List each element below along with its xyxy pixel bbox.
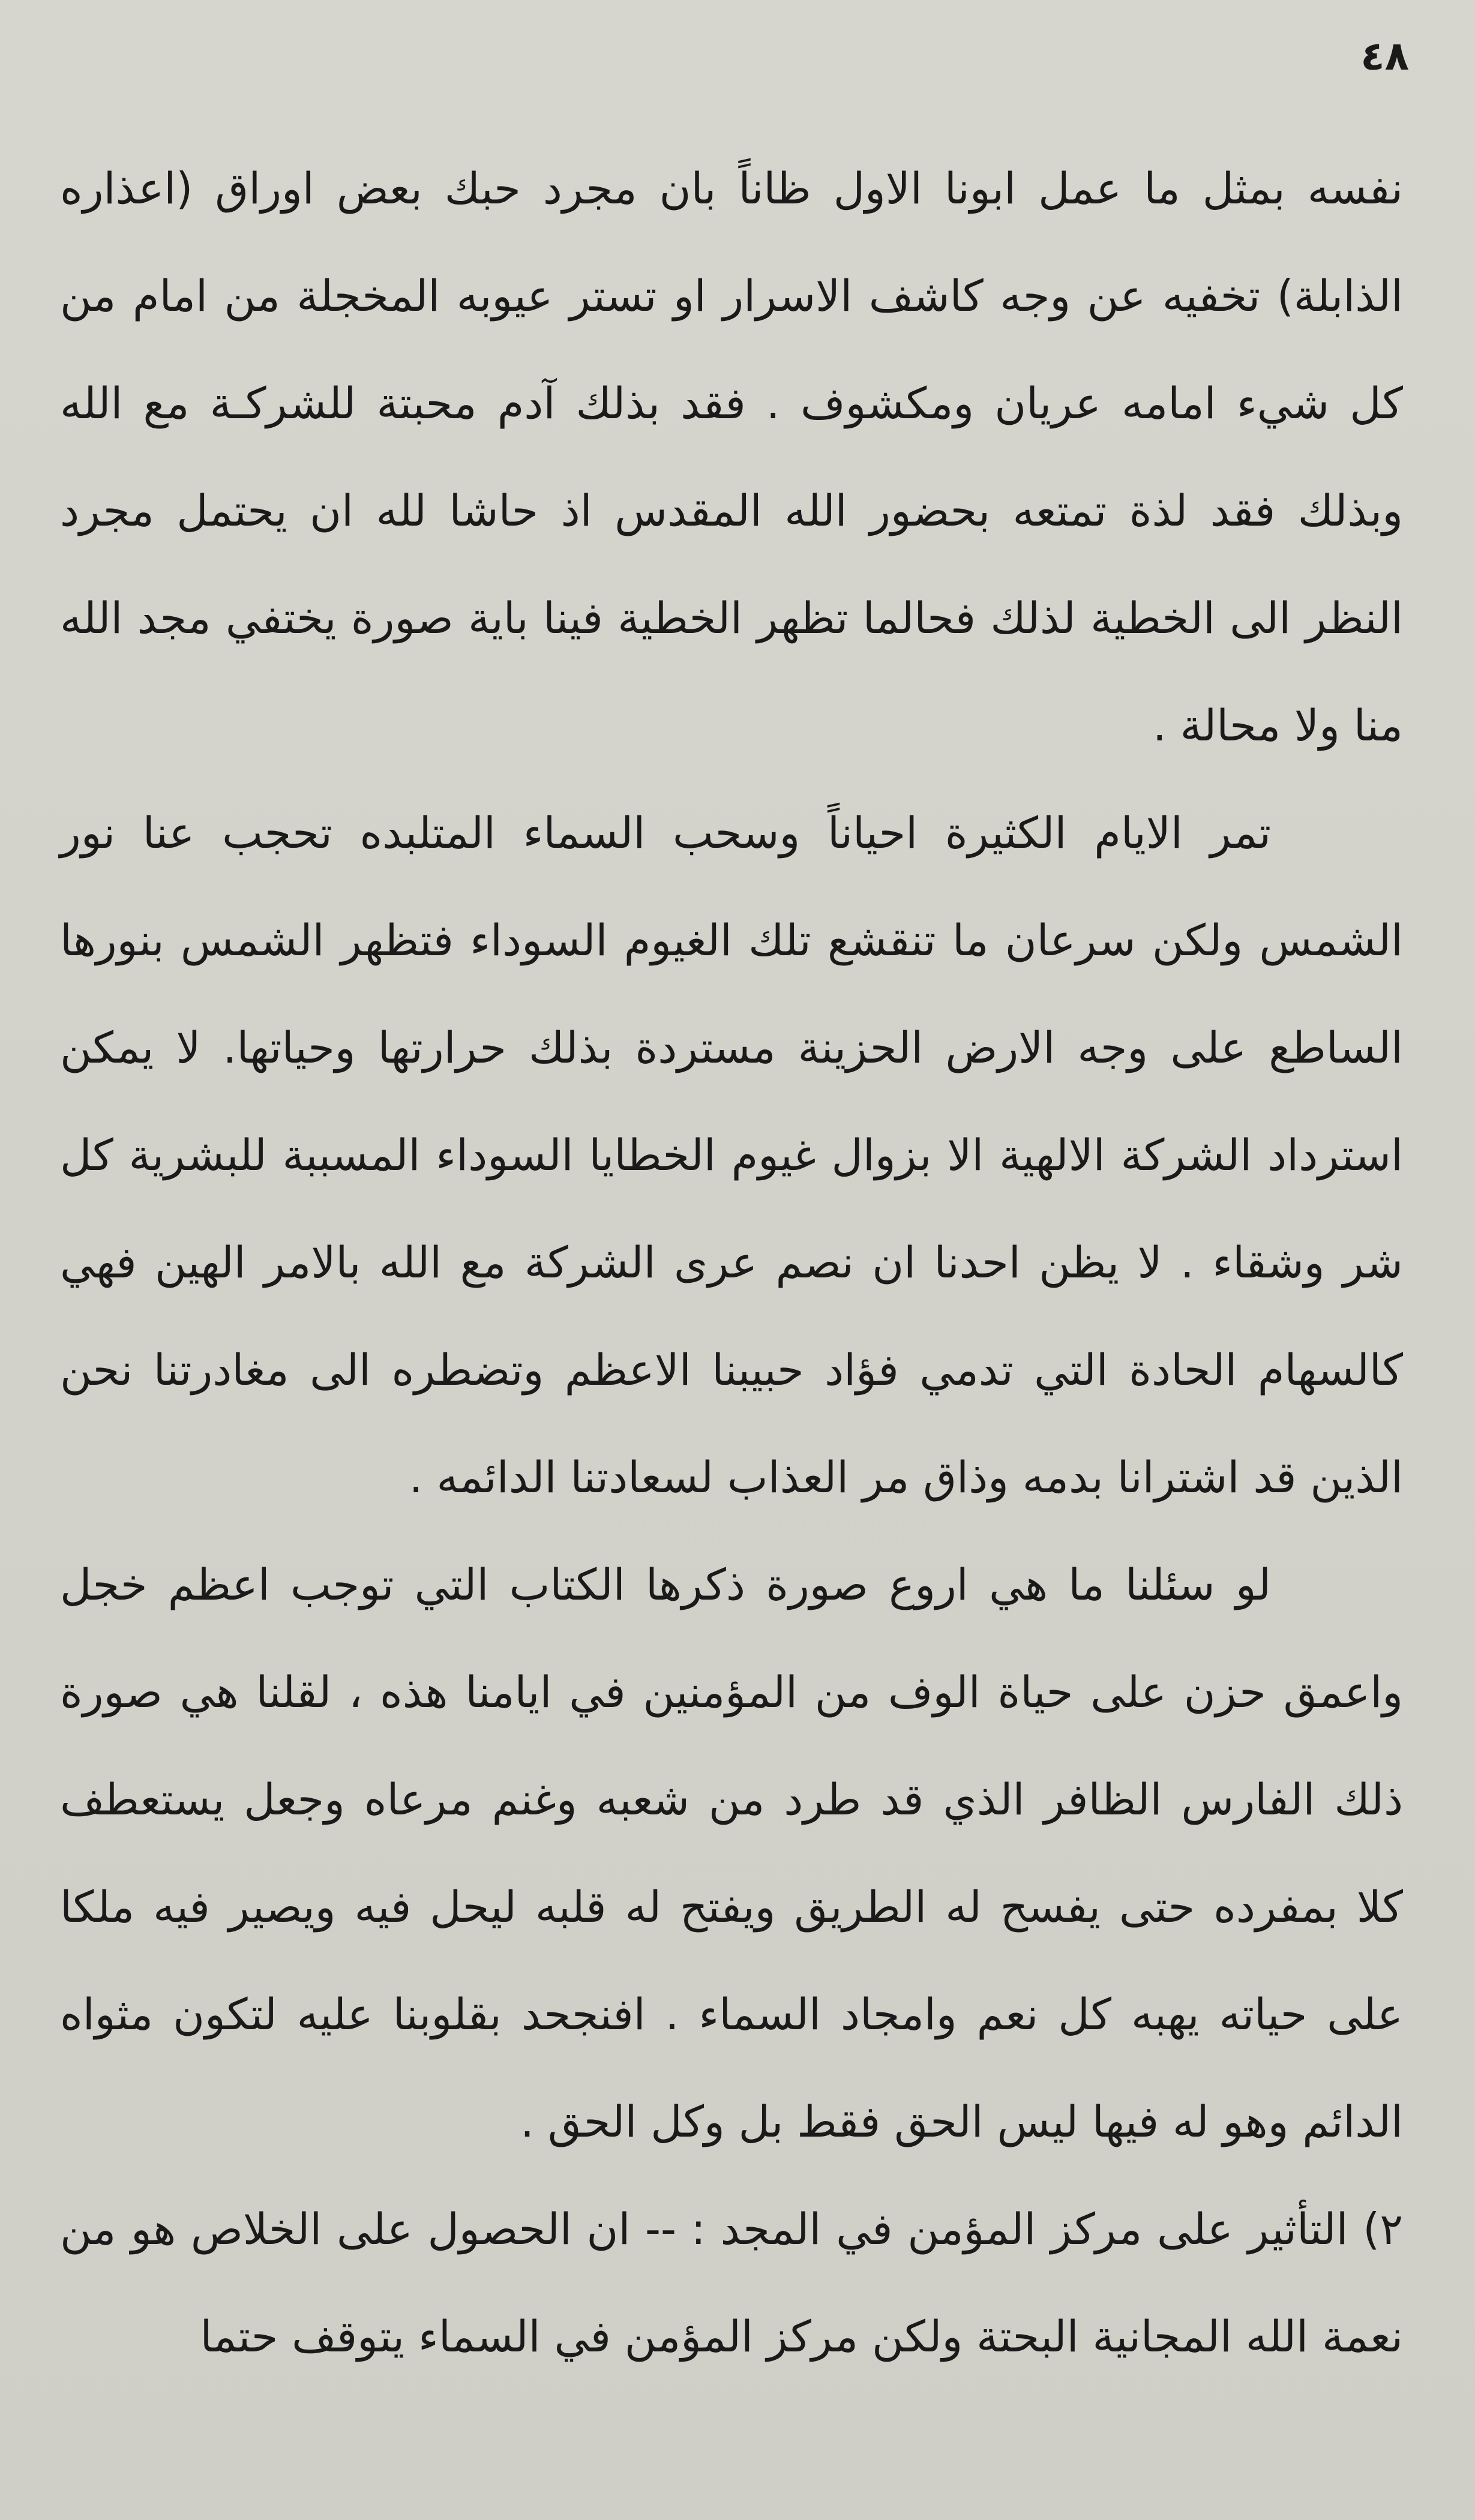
paragraph-1: نفسه بمثل ما عمل ابونا الاول ظاناً بان مجرد حبك بعض اوراق (اعذاره الذابلة) تخفيه عن وجه كاشف الاسرار او تستر عيوبه المخجلة من امام من كل شيء امامه عريان ومكشوف . فقد بذلك آدم محبتة للشركـة مع الله وبذلك فقد لذة تمتعه بحضور الله المقدس اذ حاشا لله ان يحتمل مجرد النظر الى الخطية لذلك فحالما تظهر الخطية فينا باية صورة يختفي مجد الله منا ولا محالة . <box>60 163 1403 751</box>
body-text <box>60 135 1403 2390</box>
paragraph-4: ٢) التأثير على مركز المؤمن في المجد : -- ان الحصول على الخلاص هو من نعمة الله المجانية البحتة ولكن مركز المؤمن في السماء يتوقف حتما <box>60 2204 1403 2362</box>
paragraph-3: لو سئلنا ما هي اروع صورة ذكرها الكتاب التي توجب اعظم خجل واعمق حزن على حياة الوف من المؤمنين في ايامنا هذه ، لقلنا هي صورة ذلك الفارس الظافر الذي قد طرد من شعبه وغنم مرعاه وجعل يستعطف كلا بمفرده حتى يفسح له الطريق ويفتح له قلبه ليحل فيه ويصير فيه ملكا على حياته يهبه كل نعم وامجاد السماء . افنجحد بقلوبنا عليه لتكون مثواه الدائم وهو له فيها ليس الحق فقط بل وكل الحق . <box>60 1559 1403 2147</box>
paragraph-2: تمر الايام الكثيرة احياناً وسحب السماء المتلبده تحجب عنا نور الشمس ولكن سرعان ما تنقشع تلك الغيوم السوداء فتظهر الشمس بنورها الساطع على وجه الارض الحزينة مستردة بذلك حرارتها وحياتها. لا يمكن استرداد الشركة الالهية الا بزوال غيوم الخطايا السوداء المسببة للبشرية كل شر وشقاء . لا يظن احدنا ان نصم عرى الشركة مع الله بالامر الهين فهي كالسهام الحادة التي تدمي فؤاد حبيبنا الاعظم وتضطره الى مغادرتنا نحن الذين قد اشترانا بدمه وذاق مر العذاب لسعادتنا الدائمه . <box>60 808 1403 1502</box>
page-number: ٤٨ <box>1360 33 1409 79</box>
